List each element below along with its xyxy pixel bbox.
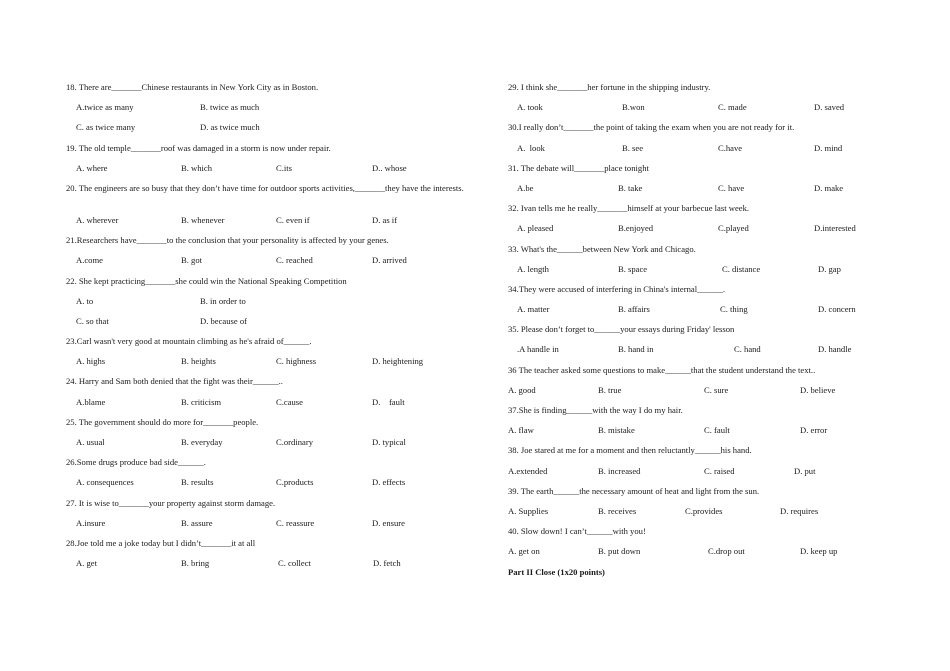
question-31-options — [508, 183, 888, 203]
question-18-option-d: D. as twice much — [200, 122, 260, 133]
question-18-options-row-1 — [66, 102, 466, 122]
question-29-option-d: D. saved — [814, 102, 845, 113]
question-21-option-a: A.come — [76, 255, 103, 266]
question-28-option-c: C. collect — [278, 558, 311, 569]
question-39-option-d: D. requires — [780, 505, 819, 516]
question-23-option-b: B. heights — [181, 356, 216, 367]
question-40-options — [508, 546, 888, 566]
question-33-option-d: D. gap — [818, 263, 841, 274]
question-32-stem: 32. Ivan tells me he really_______himself at your barbecue last week. — [508, 203, 750, 214]
question-19-option-a: A. where — [76, 162, 108, 173]
question-24-stem: 24. Harry and Sam both denied that the fight was their______.. — [66, 376, 283, 387]
right-question-column — [508, 82, 888, 587]
question-19-option-d: D.. whose — [372, 162, 407, 173]
question-34-options — [508, 304, 888, 324]
question-37-options — [508, 425, 888, 445]
question-22-options-row-2 — [66, 316, 466, 336]
question-22-option-c: C. so that — [76, 315, 109, 326]
question-28-option-a: A. get — [76, 558, 98, 569]
question-37-option-d: D. error — [800, 425, 828, 436]
question-35-options — [508, 344, 888, 364]
part-ii-heading: Part II Close (1x20 points) — [508, 566, 605, 577]
question-30-stem: 30.I really don’t_______the point of taking the exam when you are not ready for it. — [508, 122, 795, 133]
question-36-option-a: A. good — [508, 384, 536, 395]
question-36-option-d: D. believe — [800, 384, 836, 395]
question-25-option-b: B. everyday — [181, 437, 223, 447]
question-24-option-a: A.blame — [76, 396, 106, 407]
question-32-option-a: A. pleased — [517, 223, 554, 234]
question-25-options — [66, 437, 466, 457]
question-21-option-d: D. arrived — [372, 255, 407, 266]
question-40-option-c: C.drop out — [708, 546, 745, 557]
question-29-stem: 29. I think she_______her fortune in the shipping industry. — [508, 82, 711, 92]
question-23-stem: 23.Carl wasn't very good at mountain climbing as he's afraid of______. — [66, 336, 312, 347]
question-39-option-c: C.provides — [685, 505, 723, 516]
question-26-option-c: C.products — [276, 477, 314, 488]
question-31-option-b: B. take — [618, 182, 643, 193]
question-37-option-a: A. flaw — [508, 425, 534, 436]
question-24-option-c: C.cause — [276, 396, 303, 407]
question-39-option-a: A. Supplies — [508, 505, 549, 516]
question-28-options — [66, 558, 466, 578]
question-38-options — [508, 466, 888, 486]
question-36-stem: 36 The teacher asked some questions to make______that the student understand the text.. — [508, 364, 816, 375]
question-19-options — [66, 163, 466, 183]
question-30-option-d: D. mind — [814, 142, 843, 153]
question-38-option-a: A.extended — [508, 465, 548, 476]
question-34-option-a: A. matter — [517, 304, 550, 315]
question-20-option-c: C. even if — [276, 214, 310, 225]
question-21-option-c: C. reached — [276, 255, 313, 266]
question-25-option-c: C.ordinary — [276, 437, 313, 447]
question-33-option-a: A. length — [517, 263, 549, 274]
question-22-option-b: B. in order to — [200, 295, 246, 306]
left-question-column — [66, 82, 466, 578]
question-32-option-b: B.enjoyed — [618, 223, 654, 234]
question-39-options — [508, 506, 888, 526]
question-21-option-b: B. got — [181, 255, 203, 266]
question-31-option-c: C. have — [718, 182, 745, 193]
question-26-option-d: D. effects — [372, 477, 406, 488]
question-27-stem: 27. It is wise to_______your property against storm damage. — [66, 497, 276, 508]
question-38-option-c: C. raised — [704, 465, 735, 476]
question-31-stem: 31. The debate will_______place tonight — [508, 162, 649, 173]
question-32-options — [508, 223, 888, 243]
question-26-option-a: A. consequences — [76, 477, 134, 488]
question-19-stem: 19. The old temple_______roof was damaged in a storm is now under repair. — [66, 142, 331, 153]
question-30-option-c: C.have — [718, 142, 743, 153]
question-31-option-d: D. make — [814, 182, 844, 193]
question-20-stem: 20. The engineers are so busy that they don’t have time for outdoor sports activities,_______they have the interests. — [66, 182, 464, 193]
question-36-options — [508, 385, 888, 405]
question-30-options — [508, 143, 888, 163]
question-34-option-d: D. concern — [818, 304, 856, 315]
question-37-option-c: C. fault — [704, 425, 730, 436]
question-27-option-d: D. ensure — [372, 517, 405, 528]
question-38-option-d: D. put — [794, 465, 816, 476]
question-25-option-d: D. typical — [372, 437, 406, 447]
question-23-option-d: D. heightening — [372, 356, 424, 367]
question-29-option-b: B.won — [622, 102, 645, 113]
question-19-option-b: B. which — [181, 162, 213, 173]
question-37-option-b: B. mistake — [598, 425, 635, 436]
question-22-option-a: A. to — [76, 295, 94, 306]
question-30-option-a: A. look — [517, 142, 545, 153]
question-38-stem: 38. Joe stared at me for a moment and then reluctantly______his hand. — [508, 445, 752, 456]
question-23-options — [66, 356, 466, 376]
question-33-stem: 33. What's the______between New York and Chicago. — [508, 243, 696, 254]
question-30-option-b: B. see — [622, 142, 644, 153]
question-23-option-a: A. highs — [76, 356, 106, 367]
question-26-option-b: B. results — [181, 477, 214, 488]
question-39-option-b: B. receives — [598, 505, 637, 516]
question-40-option-a: A. get on — [508, 546, 540, 557]
question-35-option-c: C. hand — [734, 344, 761, 355]
question-32-option-c: C.played — [718, 223, 749, 234]
question-20-option-a: A. wherever — [76, 214, 119, 225]
question-22-stem: 22. She kept practicing_______she could win the National Speaking Competition — [66, 275, 347, 286]
question-21-stem: 21.Researchers have_______to the conclusion that your personality is affected by your genes. — [66, 235, 389, 246]
question-33-option-c: C. distance — [722, 263, 761, 274]
question-25-stem: 25. The government should do more for_______people. — [66, 416, 259, 427]
question-28-option-b: B. bring — [181, 558, 210, 569]
question-35-option-d: D. handle — [818, 344, 852, 355]
question-35-option-b: B. hand in — [618, 344, 654, 355]
question-18-options-row-2 — [66, 122, 466, 142]
question-18-option-b: B. twice as much — [200, 102, 260, 113]
question-21-options — [66, 255, 466, 275]
question-27-option-a: A.insure — [76, 517, 106, 528]
question-19-option-c: C.its — [276, 162, 292, 173]
question-29-options — [508, 102, 888, 122]
question-24-options — [66, 397, 466, 417]
question-24-option-d: D. fault — [372, 396, 405, 407]
question-40-option-b: B. put down — [598, 546, 641, 557]
question-18-stem: 18. There are_______Chinese restaurants in New York City as in Boston. — [66, 82, 319, 92]
question-40-stem: 40. Slow down! I can’t______with you! — [508, 526, 646, 537]
question-27-options — [66, 518, 466, 538]
question-34-option-c: C. thing — [720, 304, 748, 315]
question-23-option-c: C. highness — [276, 356, 317, 367]
question-26-options — [66, 477, 466, 497]
question-27-option-c: C. reassure — [276, 517, 315, 528]
question-39-stem: 39. The earth______the necessary amount of heat and light from the sun. — [508, 485, 760, 496]
question-18-option-c: C. as twice many — [76, 122, 136, 133]
question-40-option-d: D. keep up — [800, 546, 838, 557]
question-35-stem: 35. Please don’t forget to______your essays during Friday' lesson — [508, 324, 735, 335]
question-28-option-d: D. fetch — [373, 558, 401, 569]
question-29-option-c: C. made — [718, 102, 747, 113]
question-20-option-b: B. whenever — [181, 214, 225, 225]
question-33-option-b: B. space — [618, 263, 648, 274]
question-32-option-d: D.interested — [814, 223, 856, 234]
question-24-option-b: B. criticism — [181, 396, 222, 407]
question-28-stem: 28.Joe told me a joke today but I didn’t_______it at all — [66, 537, 256, 548]
question-36-option-c: C. sure — [704, 384, 729, 395]
question-22-option-d: D. because of — [200, 315, 248, 326]
question-35-option-a: .A handle in — [517, 344, 559, 355]
question-22-options-row-1 — [66, 296, 466, 316]
question-26-stem: 26.Some drugs produce bad side______. — [66, 457, 206, 468]
question-33-options — [508, 264, 888, 284]
question-25-option-a: A. usual — [76, 437, 105, 447]
question-34-option-b: B. affairs — [618, 304, 650, 315]
question-20-options — [66, 215, 466, 235]
question-29-option-a: A. took — [517, 102, 543, 113]
question-36-option-b: B. true — [598, 384, 622, 395]
question-31-option-a: A.be — [517, 182, 534, 193]
question-38-option-b: B. increased — [598, 465, 641, 476]
question-37-stem: 37.She is finding______with the way I do my hair. — [508, 405, 683, 415]
question-20-option-d: D. as if — [372, 214, 398, 225]
question-27-option-b: B. assure — [181, 517, 213, 528]
question-18-option-a: A.twice as many — [76, 102, 134, 113]
question-34-stem: 34.They were accused of interfering in China's internal______. — [508, 283, 726, 294]
